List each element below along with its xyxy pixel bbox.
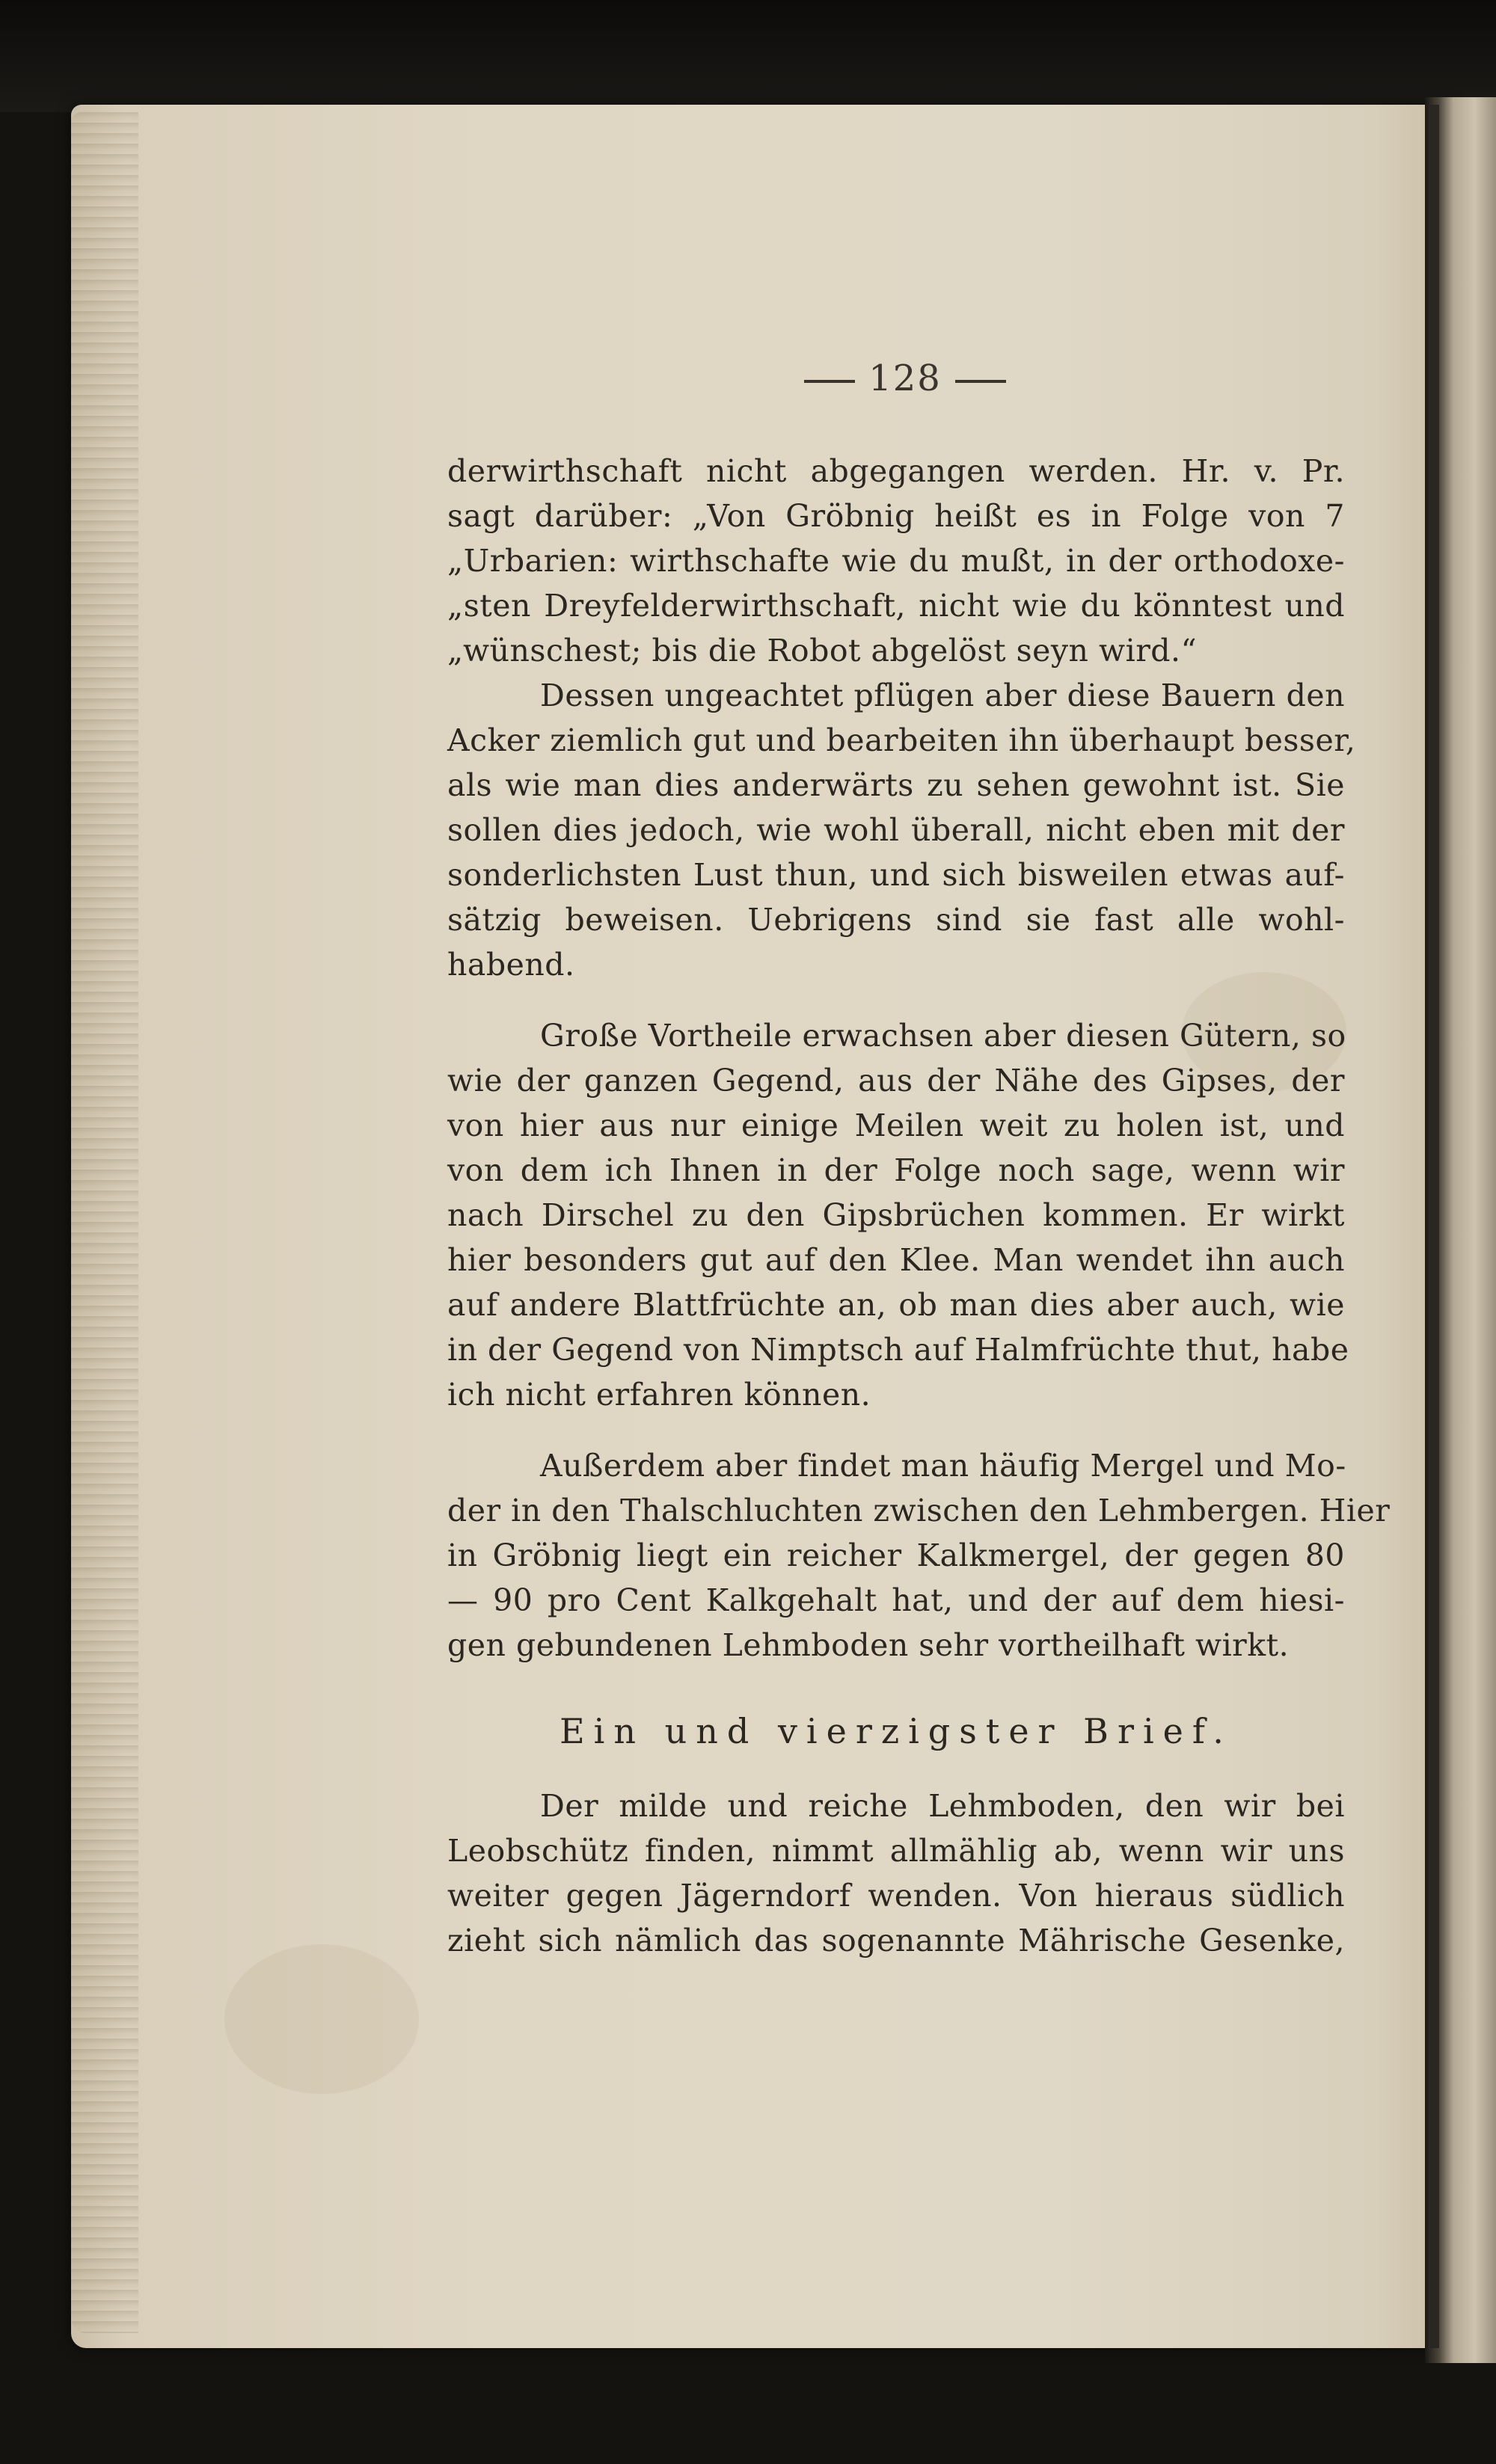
text-line: auf andere Blattfrüchte an, ob man dies aber auch, wie xyxy=(447,1287,1345,1323)
text-line: Große Vortheile erwachsen aber diesen Gütern, so xyxy=(540,1018,1346,1054)
text-line: Außerdem aber findet man häufig Mergel und Mo- xyxy=(540,1448,1346,1484)
text-line: von dem ich Ihnen in der Folge noch sage, wenn wir xyxy=(447,1152,1345,1188)
text-line: nach Dirschel zu den Gipsbrüchen kommen. Er wirkt xyxy=(447,1197,1345,1233)
page-number: 128 xyxy=(868,357,942,399)
text-line: ich nicht erfahren können. xyxy=(447,1377,871,1413)
dark-background xyxy=(0,0,1496,112)
paper-stain xyxy=(224,1944,419,2094)
next-leaf-edge xyxy=(1430,105,1439,2348)
page-header xyxy=(763,357,1047,399)
text-line: in Gröbnig liegt ein reicher Kalkmergel, der gegen 80 xyxy=(447,1537,1345,1573)
text-line: Leobschütz finden, nimmt allmählig ab, wenn wir uns xyxy=(447,1833,1345,1869)
letter-heading: Ein und vierzigster Brief. xyxy=(560,1711,1233,1751)
header-dash-right xyxy=(955,380,1006,383)
text-line: als wie man dies anderwärts zu sehen gewohnt ist. Sie xyxy=(447,767,1345,803)
text-line: sollen dies jedoch, wie wohl überall, nicht eben mit der xyxy=(447,812,1345,848)
header-dash-left xyxy=(804,380,855,383)
text-line: in der Gegend von Nimptsch auf Halmfrüchte thut, habe xyxy=(447,1332,1349,1368)
text-line: zieht sich nämlich das sogenannte Mährische Gesenke, xyxy=(447,1923,1345,1958)
text-line: wie der ganzen Gegend, aus der Nähe des Gipses, der xyxy=(447,1063,1345,1099)
text-line: habend. xyxy=(447,947,575,983)
text-line: der in den Thalschluchten zwischen den Lehmbergen. Hier xyxy=(447,1493,1391,1529)
text-line: derwirthschaft nicht abgegangen werden. Hr. v. Pr. xyxy=(447,453,1345,489)
text-line: „Urbarien: wirthschafte wie du mußt, in der orthodoxe- xyxy=(447,543,1345,579)
text-line: „wünschest; bis die Robot abgelöst seyn wird.“ xyxy=(447,633,1198,669)
text-line: sagt darüber: „Von Gröbnig heißt es in Folge von 7 xyxy=(447,498,1345,534)
text-line: gen gebundenen Lehmboden sehr vortheilhaft wirkt. xyxy=(447,1627,1290,1663)
text-line: sonderlichsten Lust thun, und sich bisweilen etwas auf- xyxy=(447,857,1345,893)
text-line: Dessen ungeachtet pflügen aber diese Bauern den xyxy=(540,678,1345,713)
text-line: — 90 pro Cent Kalkgehalt hat, und der auf dem hiesi- xyxy=(447,1582,1345,1618)
text-line: „sten Dreyfelderwirthschaft, nicht wie du könntest und xyxy=(447,588,1345,624)
text-line: von hier aus nur einige Meilen weit zu holen ist, und xyxy=(447,1107,1345,1143)
text-line: sätzig beweisen. Uebrigens sind sie fast alle wohl- xyxy=(447,902,1345,938)
text-line: Acker ziemlich gut und bearbeiten ihn überhaupt besser, xyxy=(447,722,1356,758)
text-line: Der milde und reiche Lehmboden, den wir bei xyxy=(540,1788,1345,1824)
text-line: weiter gegen Jägerndorf wenden. Von hieraus südlich xyxy=(447,1878,1345,1914)
page-left-edge xyxy=(71,112,138,2333)
text-line: hier besonders gut auf den Klee. Man wendet ihn auch xyxy=(447,1242,1345,1278)
